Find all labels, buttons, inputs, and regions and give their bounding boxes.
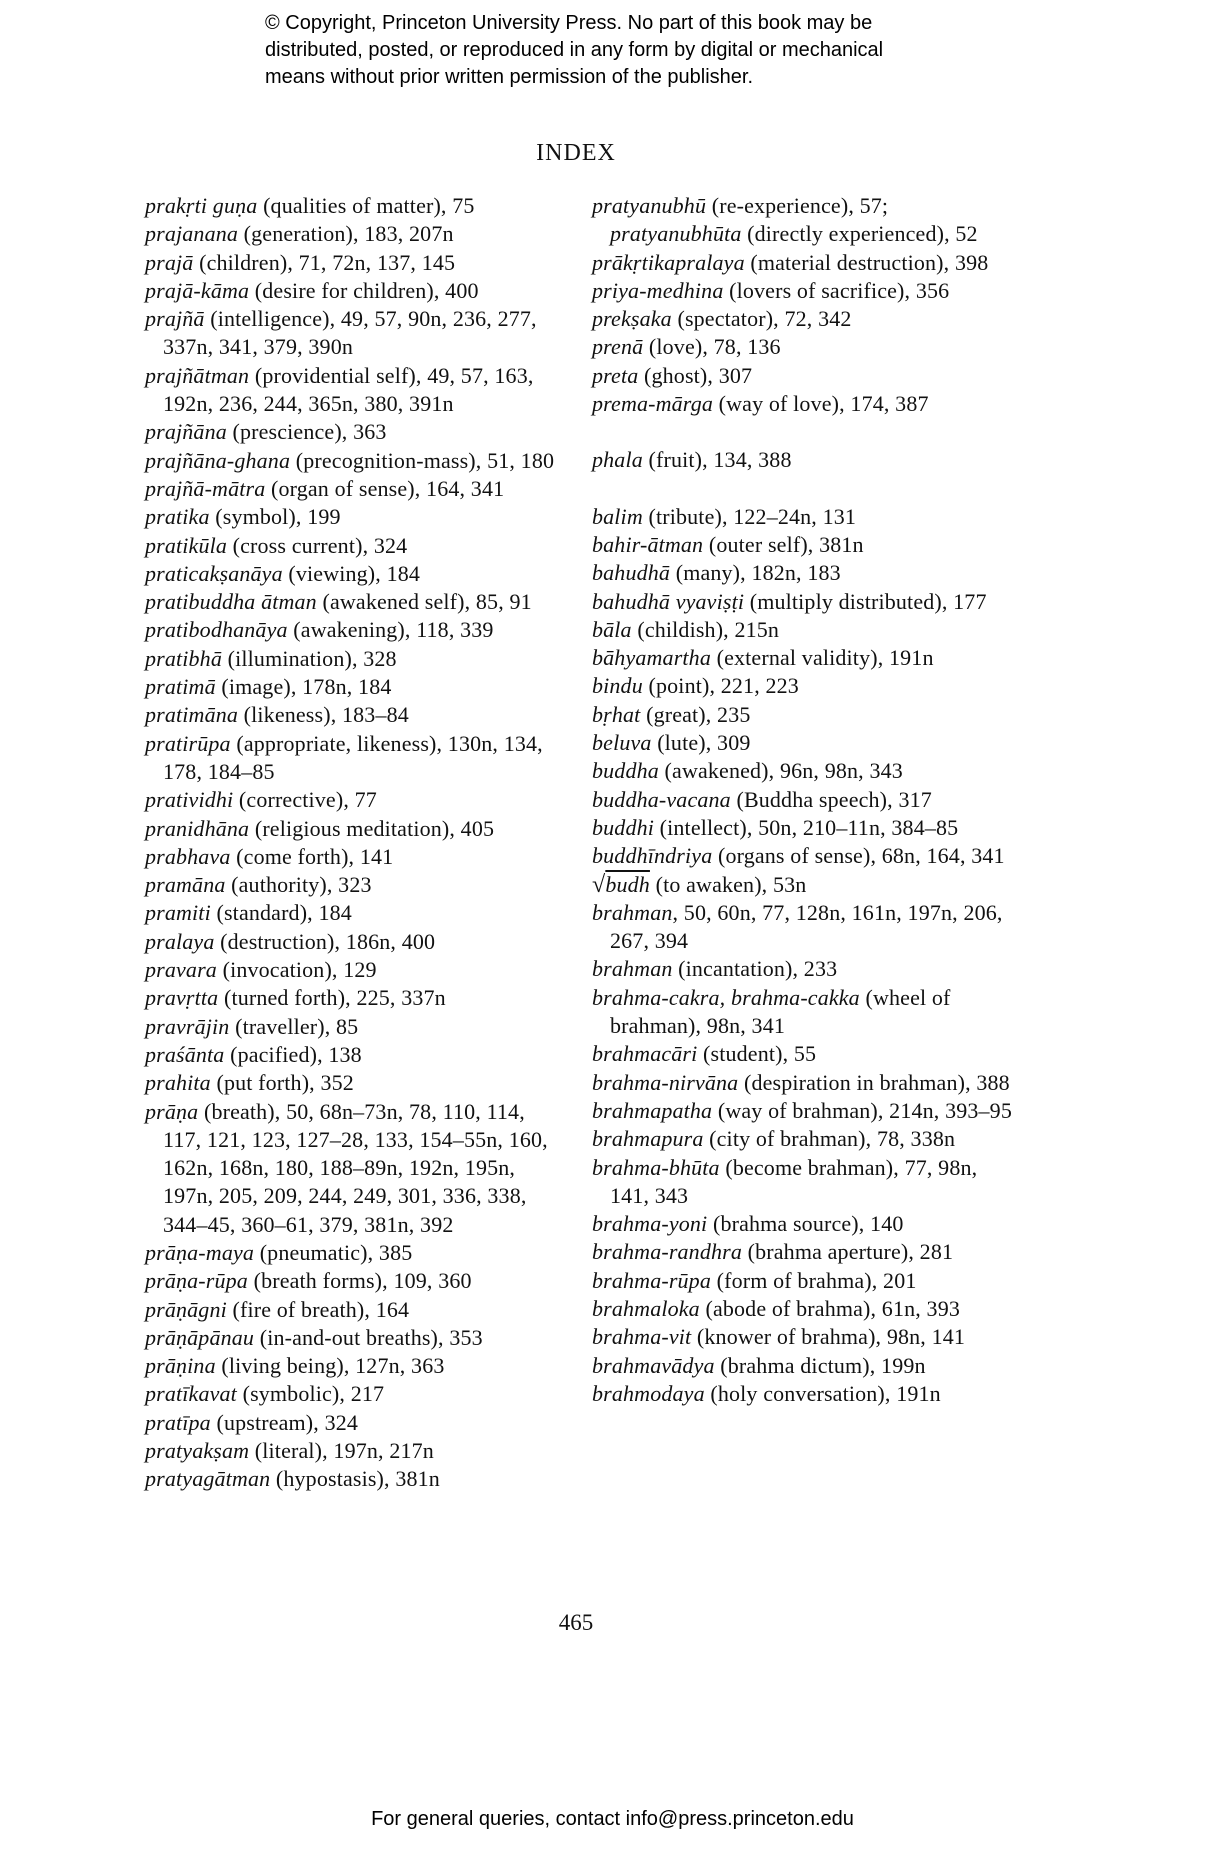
right-group-pra	[592, 192, 1012, 418]
entry-detail: (Buddha speech), 317	[730, 786, 932, 812]
entry-headword: pramāna	[145, 872, 226, 898]
index-entry	[592, 899, 1012, 956]
index-entry	[145, 1437, 565, 1465]
entry-headword: pratikūla	[145, 532, 228, 558]
entry-headword: bāhyamartha	[592, 645, 711, 671]
entry-detail: (material destruction), 398	[744, 249, 989, 275]
entry-detail: (directly experienced), 52	[741, 221, 978, 247]
entry-headword: budh	[605, 871, 650, 897]
right-group-ba	[592, 503, 1012, 871]
entry-detail: (awakening), 118, 339	[287, 617, 494, 643]
index-entry	[592, 1210, 1012, 1238]
entry-detail: (symbolic), 217	[236, 1381, 385, 1407]
entry-headword: brahmodaya	[592, 1380, 705, 1406]
index-entry	[145, 503, 565, 531]
index-entry	[145, 560, 565, 588]
entry-headword: phala	[592, 447, 643, 473]
entry-detail: (image), 178n, 184	[215, 674, 392, 700]
entry-detail: (corrective), 77	[233, 787, 377, 813]
entry-detail: (fruit), 134, 388	[642, 447, 792, 473]
index-entry	[145, 984, 565, 1012]
index-entry	[145, 1324, 565, 1352]
entry-headword: pravara	[145, 957, 217, 983]
index-entry	[592, 729, 1012, 757]
index-entry	[145, 871, 565, 899]
entry-headword: prajā-kāma	[145, 277, 250, 303]
entry-headword: prajanana	[145, 221, 239, 247]
entry-detail: (brahma aperture), 281	[742, 1239, 954, 1265]
entry-detail: (fire of breath), 164	[226, 1296, 410, 1322]
index-entry	[592, 1125, 1012, 1153]
index-entry	[592, 390, 1012, 418]
entry-detail: (breath forms), 109, 360	[247, 1268, 472, 1294]
entry-detail: (city of brahman), 78, 338n	[703, 1126, 956, 1152]
index-entry	[592, 1238, 1012, 1266]
entry-headword: praśānta	[145, 1041, 225, 1067]
entry-detail: (authority), 323	[225, 872, 372, 898]
index-entry	[592, 644, 1012, 672]
entry-headword: bahudhā vyaviṣṭi	[592, 588, 745, 614]
index-entry	[592, 559, 1012, 587]
copyright-line: means without prior written permission of the publisher.	[265, 66, 754, 88]
index-entry	[592, 503, 1012, 531]
entry-detail: (pacified), 138	[224, 1041, 362, 1067]
entry-detail: (intellect), 50n, 210–11n, 384–85	[654, 814, 959, 840]
entry-headword: prekṣaka	[592, 306, 672, 332]
entry-headword: pratīkavat	[145, 1381, 237, 1407]
entry-headword: prenā	[592, 334, 644, 360]
index-entry	[145, 786, 565, 814]
index-entry	[592, 1323, 1012, 1351]
index-entry	[145, 277, 565, 305]
entry-detail: (holy conversation), 191n	[704, 1380, 941, 1406]
entry-detail: (viewing), 184	[282, 560, 421, 586]
index-entry	[145, 928, 565, 956]
group-gap	[592, 418, 1012, 446]
index-entry	[592, 1380, 1012, 1408]
entry-detail: (wheel of brahman), 98n, 341	[610, 984, 951, 1039]
index-entry	[592, 1154, 1012, 1211]
entry-detail: (standard), 184	[210, 900, 352, 926]
entry-headword: pralaya	[145, 928, 215, 954]
entry-detail: (abode of brahma), 61n, 393	[699, 1295, 961, 1321]
entry-headword: prajā	[145, 249, 194, 275]
entry-headword: prahita	[145, 1070, 211, 1096]
entry-headword: prajñāna	[145, 419, 227, 445]
entry-headword: pratimā	[145, 674, 216, 700]
entry-detail: (prescience), 363	[226, 419, 387, 445]
entry-detail: (way of brahman), 214n, 393–95	[712, 1097, 1012, 1123]
entry-headword: brahma-yoni	[592, 1211, 708, 1237]
index-entry	[145, 701, 565, 729]
index-entry	[145, 1296, 565, 1324]
entry-detail: (become brahman), 77, 98n, 141, 343	[610, 1154, 978, 1208]
entry-headword: prāṇa-maya	[145, 1239, 255, 1265]
entry-detail: (traveller), 85	[229, 1013, 359, 1039]
left-column	[145, 192, 565, 1494]
index-entry	[592, 871, 1012, 899]
entry-headword: brahma-rūpa	[592, 1267, 711, 1293]
index-entry	[592, 814, 1012, 842]
copyright-line: distributed, posted, or reproduced in any form by digital or mechanical	[265, 39, 884, 61]
entry-detail: (awakened self), 85, 91	[316, 589, 532, 615]
index-title: INDEX	[536, 140, 616, 166]
entry-headword: brahman	[592, 899, 673, 925]
entry-headword: pramiti	[145, 900, 211, 926]
entry-detail: (illumination), 328	[222, 645, 397, 671]
entry-headword: prāṇa	[145, 1098, 199, 1124]
entry-headword: pratyanubhū	[592, 193, 707, 218]
entry-headword: beluva	[592, 730, 652, 756]
entry-headword: brahmavādya	[592, 1352, 715, 1378]
right-column	[592, 192, 1012, 1408]
index-entry	[145, 305, 565, 362]
entry-headword: brahmaloka	[592, 1295, 700, 1321]
entry-detail: (re-experience), 57;	[706, 193, 889, 218]
entry-headword: prajñāna-ghana	[145, 447, 291, 473]
entry-detail: (turned forth), 225, 337n	[218, 985, 446, 1011]
entry-headword: prāṇāpānau	[145, 1324, 255, 1350]
entry-detail: (living being), 127n, 363	[215, 1353, 445, 1379]
entry-headword: pratika	[145, 504, 210, 530]
index-entry	[145, 362, 565, 419]
entry-headword: pravṛtta	[145, 985, 219, 1011]
entry-headword: buddhi	[592, 814, 655, 840]
entry-headword: pratibuddha ātman	[145, 589, 317, 615]
index-entry	[145, 673, 565, 701]
entry-detail: (providential self), 49, 57, 163, 192n, 236, 244, 365n, 380, 391n	[163, 362, 534, 417]
index-entry	[145, 447, 565, 475]
entry-detail: (qualities of matter), 75	[257, 193, 475, 218]
entry-headword: prema-mārga	[592, 391, 714, 417]
entry-detail: (cross current), 324	[227, 532, 408, 558]
square-root-icon: √	[592, 871, 606, 898]
entry-headword: brahma-cakra, brahma-cakka	[592, 984, 860, 1010]
index-entry	[145, 645, 565, 673]
entry-headword: brahma-bhūta	[592, 1154, 720, 1180]
index-entry	[592, 757, 1012, 785]
entry-detail: , 50, 60n, 77, 128n, 161n, 197n, 206, 267, 394	[610, 899, 1003, 954]
entry-detail: (to awaken), 53n	[649, 871, 807, 897]
entry-detail: (organs of sense), 68n, 164, 341	[712, 843, 1005, 869]
entry-headword: pratimāna	[145, 702, 239, 728]
entry-headword: brahma-randhra	[592, 1239, 742, 1265]
index-entry	[145, 532, 565, 560]
entry-detail: (organ of sense), 164, 341	[265, 475, 505, 501]
entry-detail: (literal), 197n, 217n	[249, 1438, 434, 1464]
entry-detail: (knower of brahma), 98n, 141	[691, 1324, 966, 1350]
index-entry	[592, 842, 1012, 870]
index-entry	[145, 899, 565, 927]
index-entry	[592, 1040, 1012, 1068]
entry-detail: (awakened), 96n, 98n, 343	[658, 758, 903, 784]
entry-detail: (despiration in brahman), 388	[738, 1069, 1010, 1095]
index-entry	[145, 249, 565, 277]
entry-detail: (symbol), 199	[209, 504, 341, 530]
entry-detail: (generation), 183, 207n	[238, 221, 454, 247]
index-entry	[145, 1380, 565, 1408]
entry-detail: (spectator), 72, 342	[671, 306, 852, 332]
index-entry	[592, 1097, 1012, 1125]
entry-detail: (desire for children), 400	[249, 277, 479, 303]
entry-headword: pratibodhanāya	[145, 617, 288, 643]
entry-headword: brahma-vit	[592, 1324, 692, 1350]
entry-headword: bahir-ātman	[592, 531, 704, 557]
copyright-line: © Copyright, Princeton University Press. No part of this book may be	[265, 12, 873, 34]
index-entry	[592, 192, 1012, 249]
entry-headword: brahmapura	[592, 1126, 704, 1152]
entry-headword: bahudhā	[592, 560, 671, 586]
entry-detail: (ghost), 307	[638, 362, 753, 388]
group-gap	[592, 475, 1012, 503]
index-entry	[145, 1239, 565, 1267]
index-entry	[592, 249, 1012, 277]
index-entry	[592, 362, 1012, 390]
entry-headword: pravrājin	[145, 1013, 230, 1039]
index-entry	[592, 333, 1012, 361]
index-entry	[145, 1069, 565, 1097]
entry-headword: pratyakṣam	[145, 1438, 250, 1464]
entry-headword: brahma-nirvāna	[592, 1069, 739, 1095]
index-entry	[592, 446, 1012, 474]
index-entry	[592, 616, 1012, 644]
index-entry	[592, 277, 1012, 305]
entry-headword: prajñātman	[145, 362, 250, 388]
entry-detail: (breath), 50, 68n–73n, 78, 110, 114, 117, 121, 123, 127–28, 133, 154–55n, 160, 162n, 168n, 180, 188–89n, 192n, 195n, 197n, 205, 209, 244, 249, 301, 336, 338, 344–45, 360–61, 379, 381n, 392	[163, 1098, 548, 1237]
entry-headword: pranidhāna	[145, 815, 250, 841]
entry-detail: (in-and-out breaths), 353	[254, 1324, 483, 1350]
entry-detail: (religious meditation), 405	[249, 815, 495, 841]
entry-detail: (tribute), 122–24n, 131	[642, 503, 857, 529]
entry-headword: pratibhā	[145, 645, 222, 671]
entry-detail: (point), 221, 223	[642, 673, 799, 699]
right-group-bra	[592, 899, 1012, 1408]
entry-headword: pratyagātman	[145, 1466, 271, 1492]
index-entry	[592, 701, 1012, 729]
index-entry	[145, 1041, 565, 1069]
entry-detail: (incantation), 233	[672, 956, 838, 982]
index-entry	[145, 192, 565, 220]
entry-detail: (brahma source), 140	[707, 1211, 904, 1237]
index-entry	[145, 1267, 565, 1295]
index-entry	[145, 1465, 565, 1493]
entry-detail: (external validity), 191n	[710, 645, 934, 671]
entry-headword: praticakṣanāya	[145, 560, 283, 586]
entry-detail: (student), 55	[697, 1041, 817, 1067]
entry-headword: prāṇāgni	[145, 1296, 227, 1322]
index-entry	[592, 1295, 1012, 1323]
index-entry	[145, 616, 565, 644]
index-entry	[592, 531, 1012, 559]
entry-detail: (destruction), 186n, 400	[214, 928, 436, 954]
entry-detail: (upstream), 324	[210, 1409, 359, 1435]
entry-headword: prajñā	[145, 306, 205, 332]
entry-headword: brahmapatha	[592, 1097, 713, 1123]
entry-headword: bṛhat	[592, 701, 641, 727]
entry-detail: (appropriate, likeness), 130n, 134, 178, 184–85	[163, 730, 543, 784]
index-entry	[145, 730, 565, 787]
entry-detail: (childish), 215n	[631, 616, 780, 642]
entry-detail: (form of brahma), 201	[711, 1267, 917, 1293]
entry-headword: prāṇina	[145, 1353, 216, 1379]
entry-detail: (precognition-mass), 51, 180	[290, 447, 555, 473]
entry-headword: pratīpa	[145, 1409, 211, 1435]
entry-detail: (invocation), 129	[216, 957, 377, 983]
entry-headword: pratyanubhūta	[610, 221, 742, 247]
index-entry	[145, 843, 565, 871]
index-entry	[592, 1267, 1012, 1295]
index-entry	[592, 955, 1012, 983]
page-number: 465	[558, 1610, 594, 1635]
index-entry	[592, 588, 1012, 616]
entry-headword: prākṛtikapralaya	[592, 249, 745, 275]
index-entry	[592, 1069, 1012, 1097]
entry-headword: balim	[592, 503, 643, 529]
entry-detail: (intelligence), 49, 57, 90n, 236, 277, 337n, 341, 379, 390n	[163, 306, 537, 360]
index-entry	[145, 815, 565, 843]
index-entry	[145, 220, 565, 248]
entry-headword: bāla	[592, 616, 632, 642]
entry-headword: prabhava	[145, 843, 231, 869]
entry-headword: buddha-vacana	[592, 786, 731, 812]
right-group-pha	[592, 446, 1012, 474]
entry-headword: brahman	[592, 956, 673, 982]
entry-detail: (lovers of sacrifice), 356	[723, 277, 950, 303]
entry-detail: (brahma dictum), 199n	[714, 1352, 926, 1378]
entry-detail: (lute), 309	[651, 730, 751, 756]
index-entry	[592, 672, 1012, 700]
entry-detail: (children), 71, 72n, 137, 145	[193, 249, 456, 275]
entry-headword: pratividhi	[145, 787, 234, 813]
entry-detail: (great), 235	[640, 701, 751, 727]
entry-headword: preta	[592, 362, 639, 388]
index-entry	[592, 305, 1012, 333]
copyright-notice	[265, 10, 1025, 91]
entry-detail: (outer self), 381n	[703, 531, 864, 557]
entry-detail: (many), 182n, 183	[670, 560, 841, 586]
index-entry	[145, 588, 565, 616]
index-entry	[145, 1352, 565, 1380]
entry-headword: prāṇa-rūpa	[145, 1268, 248, 1294]
index-entry	[145, 1013, 565, 1041]
entry-headword: prajñā-mātra	[145, 475, 266, 501]
index-entry	[592, 1352, 1012, 1380]
index-entry	[592, 786, 1012, 814]
entry-headword: pratirūpa	[145, 730, 231, 756]
footer-contact: For general queries, contact info@press.princeton.edu	[371, 1808, 854, 1830]
entry-detail: (put forth), 352	[210, 1070, 354, 1096]
entry-detail: (multiply distributed), 177	[744, 588, 987, 614]
entry-detail: (likeness), 183–84	[238, 702, 409, 728]
entry-headword: bindu	[592, 673, 643, 699]
entry-detail: (way of love), 174, 387	[713, 391, 929, 417]
index-entry	[145, 956, 565, 984]
entry-headword: buddha	[592, 758, 659, 784]
index-entry	[145, 1098, 565, 1239]
entry-headword: brahmacāri	[592, 1041, 698, 1067]
entry-headword: priya-medhina	[592, 277, 724, 303]
index-entry	[592, 984, 1012, 1041]
entry-detail: (come forth), 141	[230, 843, 394, 869]
entry-detail: (pneumatic), 385	[254, 1239, 413, 1265]
entry-detail: (love), 78, 136	[643, 334, 781, 360]
entry-headword: prakṛti guṇa	[145, 193, 258, 218]
entry-headword: buddhīndriya	[592, 843, 713, 869]
index-entry	[145, 475, 565, 503]
entry-detail: (hypostasis), 381n	[270, 1466, 440, 1492]
index-entry	[145, 1409, 565, 1437]
index-entry	[145, 418, 565, 446]
